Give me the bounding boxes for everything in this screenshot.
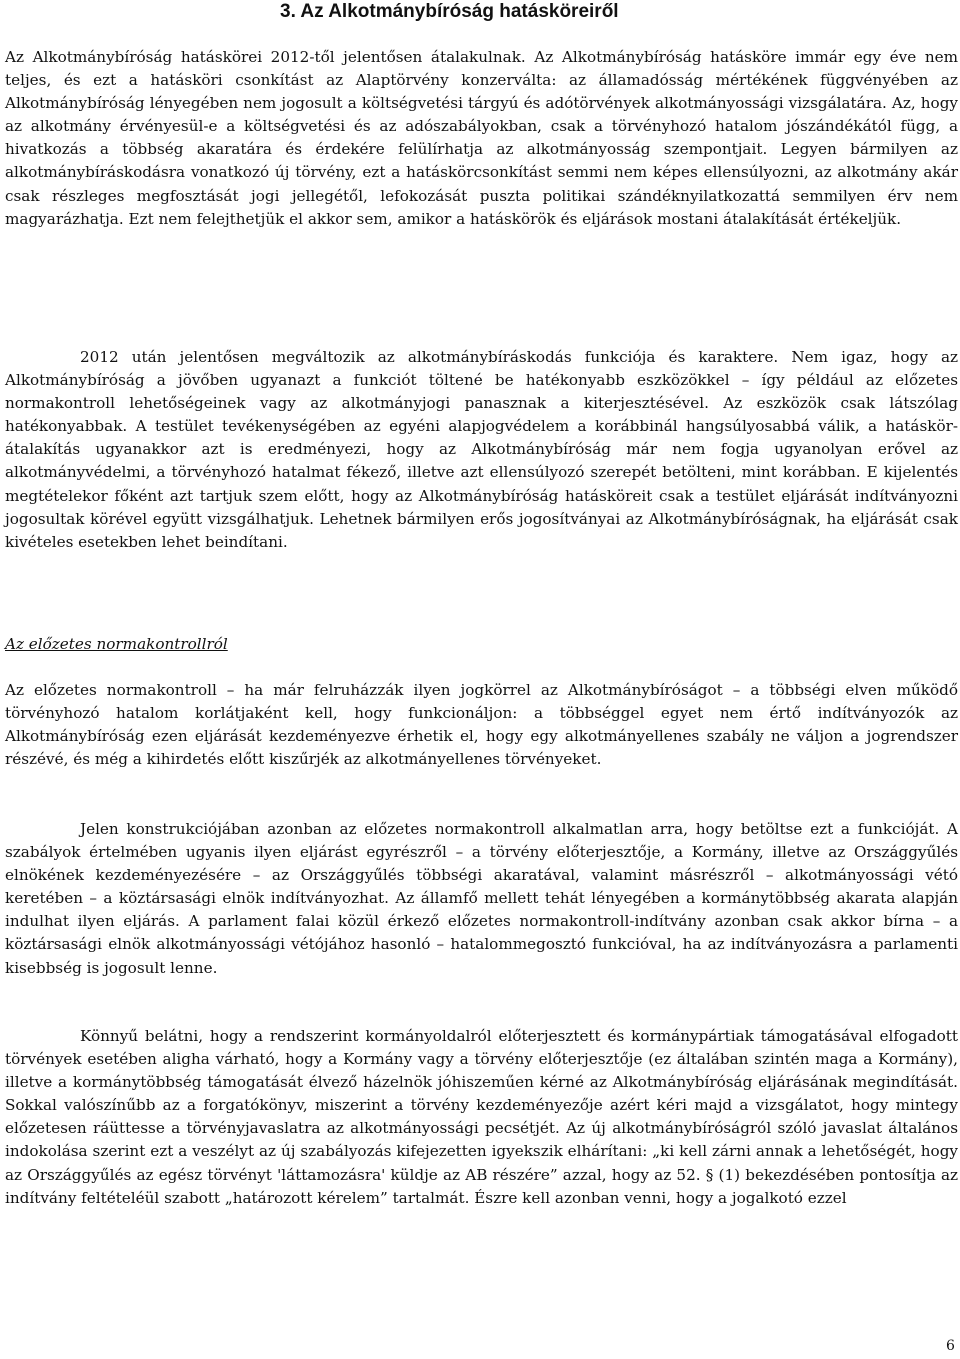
page-number: 6 [946, 1338, 955, 1354]
paragraph-hataskorok: Az Alkotmánybíróság hatáskörei 2012-től jelentősen átalakulnak. Az Alkotmánybíróság hatásköre immár egy éve nem teljes, és ezt a hatásköri csonkítást az Alaptörvény konzerválta: az államadósság mértékének függvényében az Alkotmánybíróság lényegében nem jogosult a költségvetési tárgyú és adótörvények alkotmányossági vizsgálatára. Az, hogy az alkotmány érvényesül-e a költségvetési és az adószabályokban, csak a törvényhozó hatalom jószándékától függ, a hivatkozás a többség akaratára és érdekére felülírhatja az alkotmányosság szempontjait. Legyen bármilyen az alkotmánybíráskodásra vonatkozó új törvény, ezt a hatáskörcsonkítást semmi nem képes ellensúlyozni, az alkotmány akár csak részleges megfosztását jogi jellegétől, lefokozását puszta politikai szándéknyilatkozattá semmilyen érv nem magyarázhatja. Ezt nem felejthetjük el akkor sem, amikor a hatáskörök és eljárások mostani átalakítását értékeljük. [5, 48, 958, 228]
page-title: 3. Az Alkotmánybíróság hatásköreiről [280, 1, 619, 22]
section-subheading: Az előzetes normakontrollról [5, 635, 228, 653]
paragraph-funkcio: 2012 után jelentősen megváltozik az alkotmánybíráskodás funkciója és karaktere. Nem igaz, hogy az Alkotmánybíróság a jövőben ugyanazt a funkciót töltené be hatékonyabb eszközökkel – így például az előzetes normakontroll lehetőségeinek vagy az alkotmányjogi panasznak a kiterjesztésével. Az eszközök csak látszólag hatékonyabbak. A testület tevékenységében az egyéni alapjogvédelem a korábbinál hangsúlyosabbá válik, a hatáskör-átalakítás ugyanakkor azt is eredményezi, hogy az Alkotmánybíróság már nem fogja ugyanolyan erővel az alkotmányvédelmi, a törvényhozó hatalmat fékező, illetve azt ellensúlyozó szerepét betölteni, mint korábban. E kijelentés megtételekor főként azt tartjuk szem előtt, hogy az Alkotmánybíróság hatásköreit csak a testület eljárását indítványozni jogosultak körével együtt vizsgálhatjuk. Lehetnek bármilyen erős jogosítványai az Alkotmánybíróságnak, ha eljárását csak kivételes esetekben lehet beindítani. [5, 348, 958, 551]
paragraph-konnyu-belatni: Könnyű belátni, hogy a rendszerint kormányoldalról előterjesztett és kormánypártiak támogatásával elfogadott törvények esetében aligha várható, hogy a Kormány vagy a törvény előterjesztője (ez általában szintén maga a Kormány), illetve a kormánytöbbség támogatását élvező házelnök jóhiszeműen kérné az Alkotmánybíróság eljárásának megindítását. Sokkal valószínűbb az a forgatókönyv, miszerint a törvény kezdeményezője azért kéri majd a vizsgálatot, hogy mintegy előzetesen ráüttesse a törvényjavaslatra az alkotmányossági pecsétjét. Az új alkotmánybíróságról szóló javaslat általános indokolása szerint ezt a veszélyt az új szabályozás kifejezetten igyekszik elhárítani: „ki kell zárni annak a lehetőségét, hogy az Országgyűlés az egész törvényt 'láttamozásra' küldje az AB részére” azzal, hogy az 52. § (1) bekezdésében pontosítja az indítvány feltételéül szabott „határozott kérelem” tartalmát. Észre kell azonban venni, hogy a jogalkotó ezzel [5, 1027, 958, 1207]
paragraph-konstrukcio: Jelen konstrukciójában azonban az előzetes normakontroll alkalmatlan arra, hogy betöltse ezt a funkcióját. A szabályok értelmében ugyanis ilyen eljárást egyrészről – a törvény előterjesztője, a Kormány, illetve az Országgyűlés elnökének kezdeményezésére – az Országgyűlés többségi akaratával, valamint másrészről – alkotmányossági vétó keretében – a köztársasági elnök indítványozhat. Az államfő mellett tehát lényegében a kormánytöbbség akarata alapján indulhat ilyen eljárás. A parlament falai közül érkező előzetes normakontroll-indítvány azonban csak akkor bírna – a köztársasági elnök alkotmányossági vétójához hasonló – hatalommegosztó funkcióval, ha az indítványozásra a parlamenti kisebbség is jogosult lenne. [5, 820, 958, 977]
paragraph-elozetes-normakontroll: Az előzetes normakontroll – ha már felruházzák ilyen jogkörrel az Alkotmánybíróságot – a többségi elven működő törvényhozó hatalom korlátjaként kell, hogy funkcionáljon: a többséggel egyet nem értő indítványozók az Alkotmánybíróság ezen eljárását kezdeményezve érhetik el, hogy egy alkotmányellenes szabály ne váljon a jogrendszer részévé, és még a kihirdetés előtt kiszűrjék az alkotmányellenes törvényeket. [5, 681, 958, 769]
